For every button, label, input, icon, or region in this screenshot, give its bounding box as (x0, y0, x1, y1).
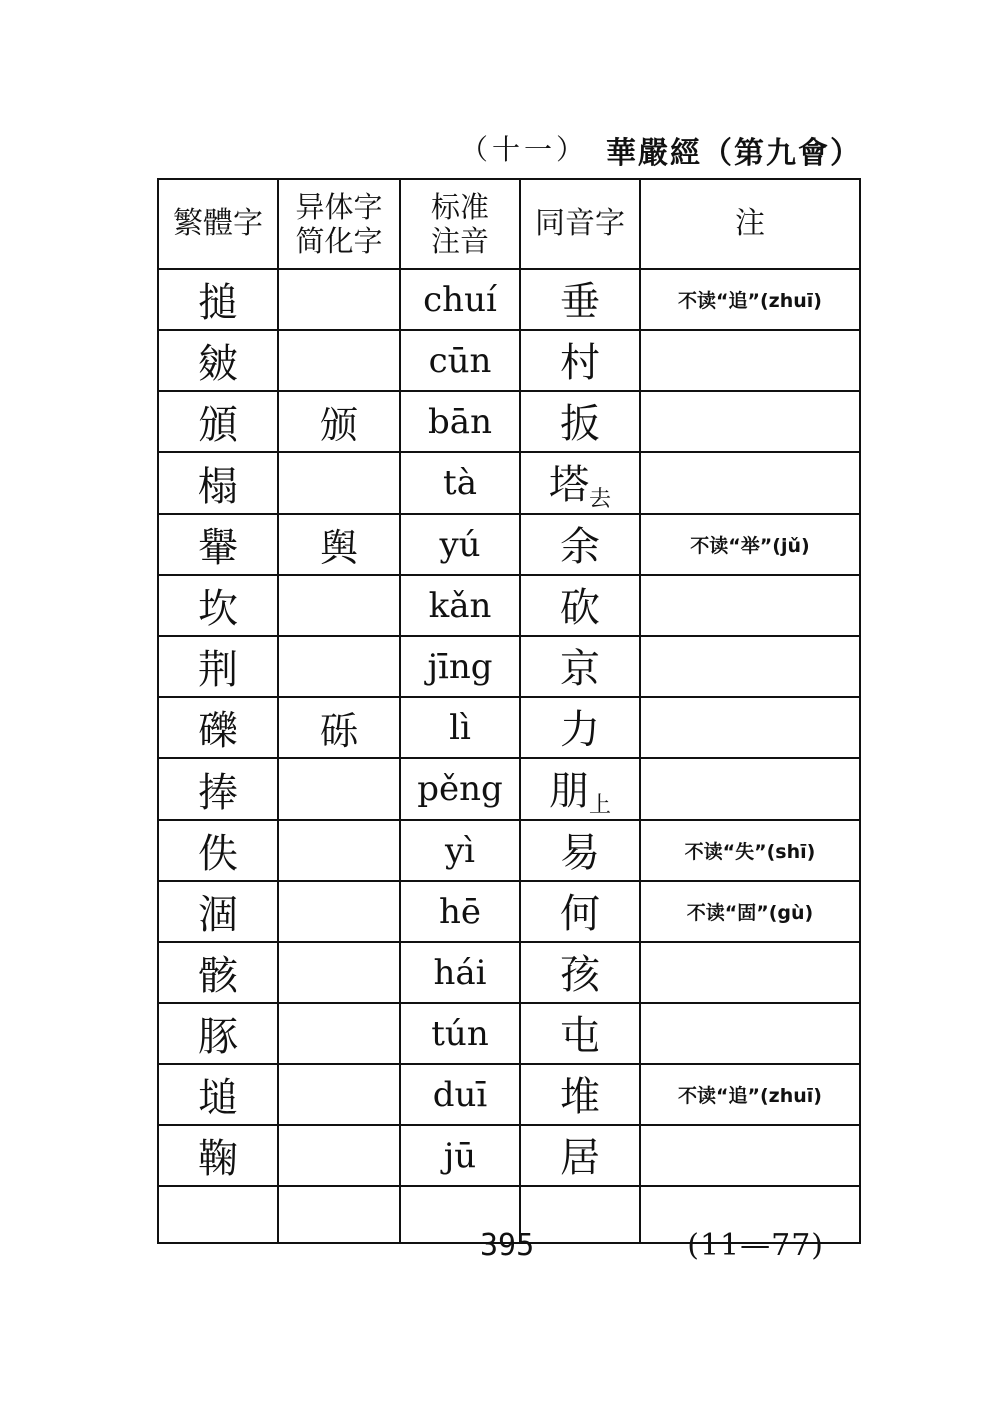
pinyin: jīng (400, 636, 520, 697)
table-row (158, 1125, 860, 1186)
character-glossary-table (157, 178, 861, 1244)
homophone-cell (520, 514, 640, 575)
variant-char (278, 881, 400, 942)
column-header-variant-line2: 简化字 (295, 224, 383, 258)
traditional-char (158, 1186, 278, 1243)
pinyin: yì (400, 820, 520, 881)
variant-char (278, 1064, 400, 1125)
pinyin: kǎn (400, 575, 520, 636)
note (640, 391, 860, 452)
table-row (158, 942, 860, 1003)
table-row (158, 758, 860, 820)
header-row (158, 179, 860, 269)
homophone-char: 砍 (560, 585, 600, 631)
homophone-cell (520, 697, 640, 758)
homophone-char: 居 (560, 1135, 600, 1181)
table-row (158, 1003, 860, 1064)
tone-mark: 去 (588, 487, 611, 512)
pinyin: hái (400, 942, 520, 1003)
note (640, 636, 860, 697)
column-header-note: 注 (640, 179, 860, 269)
traditional-char: 塠 (158, 1064, 278, 1125)
homophone-char: 垂 (560, 279, 600, 325)
table-row (158, 1064, 860, 1125)
table-row (158, 269, 860, 330)
homophone-char: 孩 (560, 952, 600, 998)
column-header-pinyin (400, 179, 520, 269)
note (640, 758, 860, 820)
homophone-cell (520, 636, 640, 697)
note: 不读“举”(jǔ) (640, 514, 860, 575)
note (640, 1125, 860, 1186)
homophone-cell (520, 330, 640, 391)
homophone-cell (520, 391, 640, 452)
homophone-char: 易 (560, 830, 600, 876)
variant-char (278, 1125, 400, 1186)
note (640, 1003, 860, 1064)
pinyin: pěng (400, 758, 520, 820)
homophone-char: 扳 (560, 401, 600, 447)
pinyin: jū (400, 1125, 520, 1186)
variant-char (278, 1003, 400, 1064)
note: 不读“固”(gù) (640, 881, 860, 942)
table-row (158, 881, 860, 942)
page-number: 395 (480, 1228, 535, 1263)
homophone-cell (520, 1064, 640, 1125)
homophone-cell (520, 1125, 640, 1186)
note: 不读“失”(shī) (640, 820, 860, 881)
traditional-char: 轝 (158, 514, 278, 575)
homophone-cell (520, 452, 640, 514)
pinyin: hē (400, 881, 520, 942)
traditional-char: 坎 (158, 575, 278, 636)
variant-char (278, 758, 400, 820)
homophone-char: 塔 (548, 462, 589, 508)
table-row (158, 697, 860, 758)
variant-char (278, 575, 400, 636)
column-header-pinyin-line1: 标准 (430, 190, 489, 224)
variant-char (278, 636, 400, 697)
homophone-char: 村 (560, 340, 600, 386)
variant-char: 颁 (278, 391, 400, 452)
homophone-char: 京 (560, 646, 600, 692)
homophone-char: 余 (560, 524, 600, 570)
note: 不读“追”(zhuī) (640, 1064, 860, 1125)
note (640, 330, 860, 391)
column-header-variant (278, 179, 400, 269)
table-row (158, 820, 860, 881)
pinyin: cūn (400, 330, 520, 391)
homophone-char: 堆 (560, 1074, 600, 1120)
volume-reference: (11—77) (687, 1228, 824, 1263)
table-row (158, 391, 860, 452)
traditional-char: 皴 (158, 330, 278, 391)
tone-mark: 上 (588, 793, 611, 818)
traditional-char: 榻 (158, 452, 278, 514)
pinyin: duī (400, 1064, 520, 1125)
traditional-char: 捧 (158, 758, 278, 820)
pinyin: yú (400, 514, 520, 575)
variant-char (278, 942, 400, 1003)
table-row (158, 452, 860, 514)
traditional-char: 頒 (158, 391, 278, 452)
variant-char: 舆 (278, 514, 400, 575)
table-row (158, 575, 860, 636)
traditional-char: 豚 (158, 1003, 278, 1064)
pinyin: bān (400, 391, 520, 452)
variant-char (278, 269, 400, 330)
column-header-traditional: 繁體字 (158, 179, 278, 269)
pinyin: lì (400, 697, 520, 758)
column-header-variant-line1: 异体字 (295, 190, 383, 224)
homophone-char: 朋 (548, 768, 589, 814)
sutra-title: 華嚴經（第九會） (606, 136, 862, 171)
traditional-char: 荆 (158, 636, 278, 697)
table-row (158, 514, 860, 575)
column-header-pinyin-line2: 注音 (430, 224, 489, 258)
variant-char (278, 820, 400, 881)
homophone-char: 力 (560, 707, 600, 753)
traditional-char: 鞠 (158, 1125, 278, 1186)
homophone-cell (520, 942, 640, 1003)
table-row (158, 330, 860, 391)
pinyin: chuí (400, 269, 520, 330)
chapter-number: （十一） (460, 133, 589, 166)
traditional-char: 搥 (158, 269, 278, 330)
homophone-char: 屯 (560, 1013, 600, 1059)
homophone-cell (520, 758, 640, 820)
traditional-char: 涸 (158, 881, 278, 942)
variant-char: 砾 (278, 697, 400, 758)
note (640, 942, 860, 1003)
pinyin: tún (400, 1003, 520, 1064)
note (640, 575, 860, 636)
column-header-homophone: 同音字 (520, 179, 640, 269)
page-header (440, 128, 870, 171)
homophone-cell (520, 881, 640, 942)
table-row (158, 636, 860, 697)
variant-char (278, 1186, 400, 1243)
traditional-char: 佚 (158, 820, 278, 881)
note (640, 452, 860, 514)
note: 不读“追”(zhuī) (640, 269, 860, 330)
homophone-cell (520, 269, 640, 330)
traditional-char: 礫 (158, 697, 278, 758)
pinyin: tà (400, 452, 520, 514)
variant-char (278, 330, 400, 391)
homophone-cell (520, 575, 640, 636)
homophone-cell (520, 1003, 640, 1064)
traditional-char: 骸 (158, 942, 278, 1003)
homophone-char: 何 (560, 891, 600, 937)
note (640, 697, 860, 758)
page-footer (440, 1228, 860, 1268)
homophone-cell (520, 820, 640, 881)
variant-char (278, 452, 400, 514)
